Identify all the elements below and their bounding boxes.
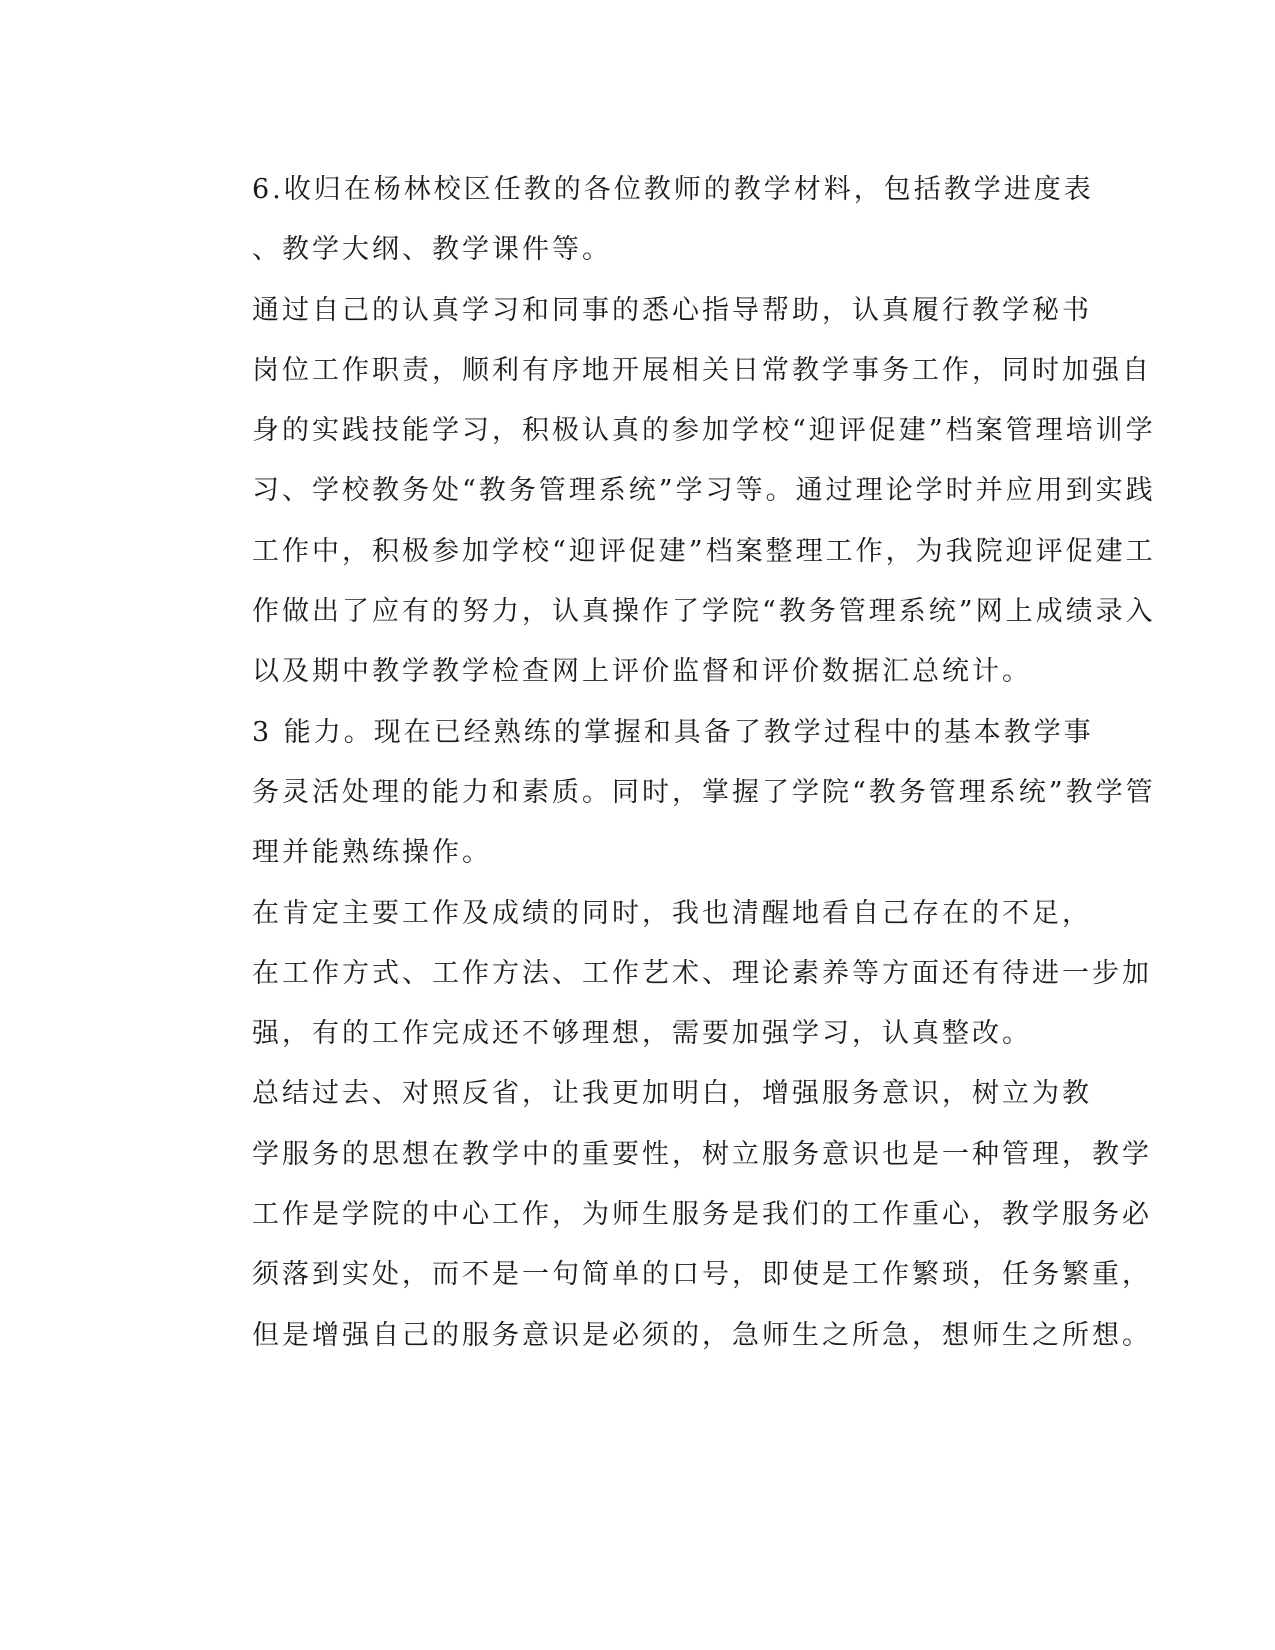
text-line: 工作中，积极参加学校“迎评促建”档案整理工作，为我院迎评促建工 (252, 535, 1156, 567)
paragraph-ability (186, 703, 1156, 884)
text-line: 总结过去、对照反省，让我更加明白，增强服务意识，树立为教 (252, 1078, 1092, 1110)
text-line: 学服务的思想在教学中的重要性，树立服务意识也是一种管理，教学 (252, 1138, 1152, 1170)
text-line: 3 能力。现在已经熟练的掌握和具备了教学过程中的基本教学事 (252, 716, 1094, 748)
paragraph-work-duties (186, 281, 1156, 703)
text-line: 理并能熟练操作。 (252, 837, 492, 869)
text-line: 习、学校教务处“教务管理系统”学习等。通过理论学时并应用到实践 (252, 475, 1156, 507)
text-line: 在肯定主要工作及成绩的同时，我也清醒地看自己存在的不足， (252, 897, 1092, 929)
text-line: 在工作方式、工作方法、工作艺术、理论素养等方面还有待进一步加 (252, 957, 1152, 989)
text-line: 强，有的工作完成还不够理想，需要加强学习，认真整改。 (252, 1018, 1032, 1050)
text-line: 通过自己的认真学习和同事的悉心指导帮助，认真履行教学秘书 (252, 294, 1092, 326)
text-line: 须落到实处，而不是一句简单的口号，即使是工作繁琐，任务繁重， (252, 1259, 1152, 1291)
text-line: 、教学大纲、教学课件等。 (252, 234, 612, 266)
text-line: 以及期中教学教学检查网上评价监督和评价数据汇总统计。 (252, 656, 1032, 688)
text-line: 身的实践技能学习，积极认真的参加学校“迎评促建”档案管理培训学 (252, 415, 1156, 447)
paragraph-teaching-materials (186, 160, 1094, 281)
text-line: 岗位工作职责，顺利有序地开展相关日常教学事务工作，同时加强自 (252, 354, 1152, 386)
document-body (186, 160, 1156, 1366)
paragraph-shortcomings (186, 884, 1152, 1065)
text-line: 作做出了应有的努力，认真操作了学院“教务管理系统”网上成绩录入 (252, 596, 1156, 628)
text-line: 但是增强自己的服务意识是必须的，急师生之所急，想师生之所想。 (252, 1319, 1152, 1351)
text-line: 务灵活处理的能力和素质。同时，掌握了学院“教务管理系统”教学管 (252, 776, 1156, 808)
paragraph-summary (186, 1064, 1152, 1365)
text-line: 工作是学院的中心工作，为师生服务是我们的工作重心，教学服务必 (252, 1199, 1152, 1231)
text-line: 6.收归在杨林校区任教的各位教师的教学材料，包括教学进度表 (252, 174, 1094, 205)
